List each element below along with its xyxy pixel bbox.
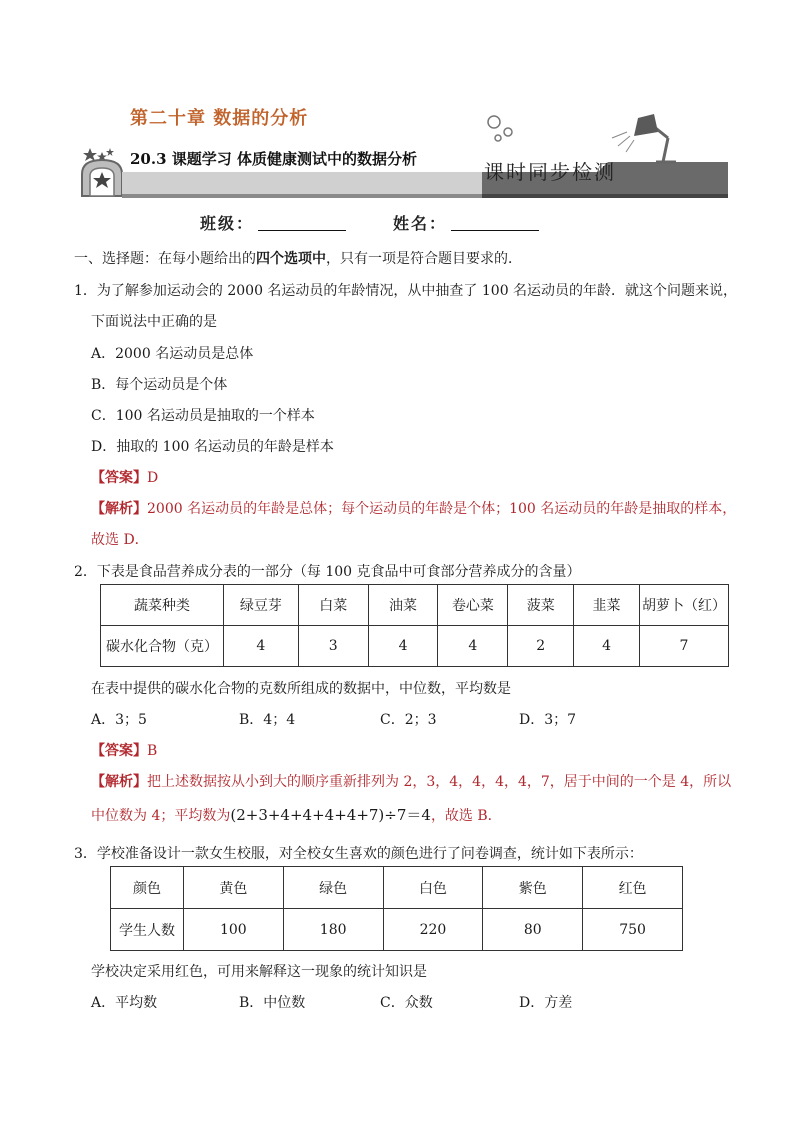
lesson-title: 20.3 课题学习 体质健康测试中的数据分析 [130,150,417,168]
color-survey-table [110,866,683,951]
q3-option-c: C．众数 [380,995,433,1011]
table-cell: 80 [483,909,583,951]
q3-option-d: D．方差 [519,995,573,1011]
q2-option-c: C．2；3 [380,712,437,728]
q3-option-a: A．平均数 [91,995,158,1011]
bubble-icon [488,116,512,141]
q3-stem-line2: 学校决定采用红色，可用来解释这一现象的统计知识是 [91,964,427,980]
q2-answer [91,740,157,760]
analysis-text: ，故选 B． [430,808,502,824]
lamp-shade-icon [634,114,658,136]
answer-value: B [147,743,158,759]
analysis-text: 把上述数据按从小到大的顺序重新排列为 2，3，4，4，4，4，7，居于中间的一个是 4，所以 [147,774,732,790]
table-cell: 180 [283,909,383,951]
table-cell: 颜色 [111,867,184,909]
table-cell: 7 [639,626,728,667]
table-cell: 3 [298,626,368,667]
q2-analysis-line1 [91,771,731,791]
table-cell: 4 [223,626,298,667]
q2-option-b: B．4；4 [239,712,296,728]
table-cell: 紫色 [483,867,583,909]
table-cell: 白色 [383,867,483,909]
table-cell: 绿豆芽 [223,585,298,626]
table-header-row [101,585,729,626]
class-field [200,211,346,234]
q3-stem-line1: 3．学校准备设计一款女生校服，对全校女生喜欢的颜色进行了问卷调查，统计如下表所示： [74,846,643,862]
class-label: 班级： [200,214,255,233]
class-blank [258,216,346,231]
table-cell: 750 [583,909,683,951]
table-cell: 4 [438,626,508,667]
section-suffix: ，只有一项是符合题目要求的． [326,251,522,267]
name-blank [451,216,539,231]
table-cell: 黄色 [183,867,283,909]
table-row [111,909,683,951]
q1-analysis-line1 [91,498,736,518]
q1-option-b: B．每个运动员是个体 [91,377,228,393]
analysis-tag: 【解析】 [91,501,147,517]
table-cell: 蔬菜种类 [101,585,224,626]
table-header-row [111,867,683,909]
answer-tag: 【答案】 [91,470,147,486]
q1-stem-line2: 下面说法中正确的是 [91,314,217,330]
q3-option-b: B．中位数 [239,995,306,1011]
chapter-title: 第二十章 数据的分析 [130,108,309,129]
table-cell: 绿色 [283,867,383,909]
answer-tag: 【答案】 [91,743,147,759]
table-cell: 4 [574,626,640,667]
table-cell: 胡萝卜（红） [639,585,728,626]
q1-answer [91,467,158,487]
table-cell: 韭菜 [574,585,640,626]
table-cell: 100 [183,909,283,951]
q2-analysis-line2 [91,804,502,825]
section-prefix: 一、选择题：在每小题给出的 [74,251,256,267]
q1-analysis-line2: 故选 D． [91,532,149,548]
analysis-text: 2000 名运动员的年龄是总体；每个运动员的年龄是个体；100 名运动员的年龄是抽取的样本， [147,501,737,517]
table-cell: 白菜 [298,585,368,626]
table-cell: 220 [383,909,483,951]
sync-check-label: 课时同步检测 [484,160,616,184]
analysis-tag: 【解析】 [91,774,147,790]
table-row [101,626,729,667]
table-cell: 菠菜 [508,585,574,626]
table-cell: 油菜 [368,585,438,626]
table-cell: 红色 [583,867,683,909]
table-cell: 卷心菜 [438,585,508,626]
q1-option-c: C．100 名运动员是抽取的一个样本 [91,408,315,424]
star-icon [83,148,114,161]
nutrition-table [100,584,729,667]
name-label: 姓名： [393,214,448,233]
table-cell: 碳水化合物（克） [101,626,224,667]
section-heading [74,248,522,268]
q2-option-d: D．3；7 [519,712,577,728]
q1-option-d: D．抽取的 100 名运动员的年龄是样本 [91,439,334,455]
analysis-text: 中位数为 4；平均数为 [91,808,231,824]
analysis-formula: (2+3+4+4+4+4+7)÷7＝4 [230,806,431,824]
table-cell: 4 [368,626,438,667]
answer-value: D [147,470,159,486]
q1-option-a: A．2000 名运动员是总体 [91,346,254,362]
q2-stem-line2: 在表中提供的碳水化合物的克数所组成的数据中，中位数，平均数是 [91,681,511,697]
table-cell: 学生人数 [111,909,184,951]
q2-option-a: A．3；5 [91,712,147,728]
table-cell: 2 [508,626,574,667]
name-field [393,211,539,234]
badge-icon [82,160,122,196]
q1-stem-line1: 1．为了解参加运动会的 2000 名运动员的年龄情况，从中抽查了 100 名运动员的年龄．就这个问题来说， [74,283,738,299]
section-bold: 四个选项中 [256,251,326,267]
q2-stem-line1: 2．下表是食品营养成分表的一部分（每 100 克食品中可食部分营养成分的含量） [74,564,581,580]
